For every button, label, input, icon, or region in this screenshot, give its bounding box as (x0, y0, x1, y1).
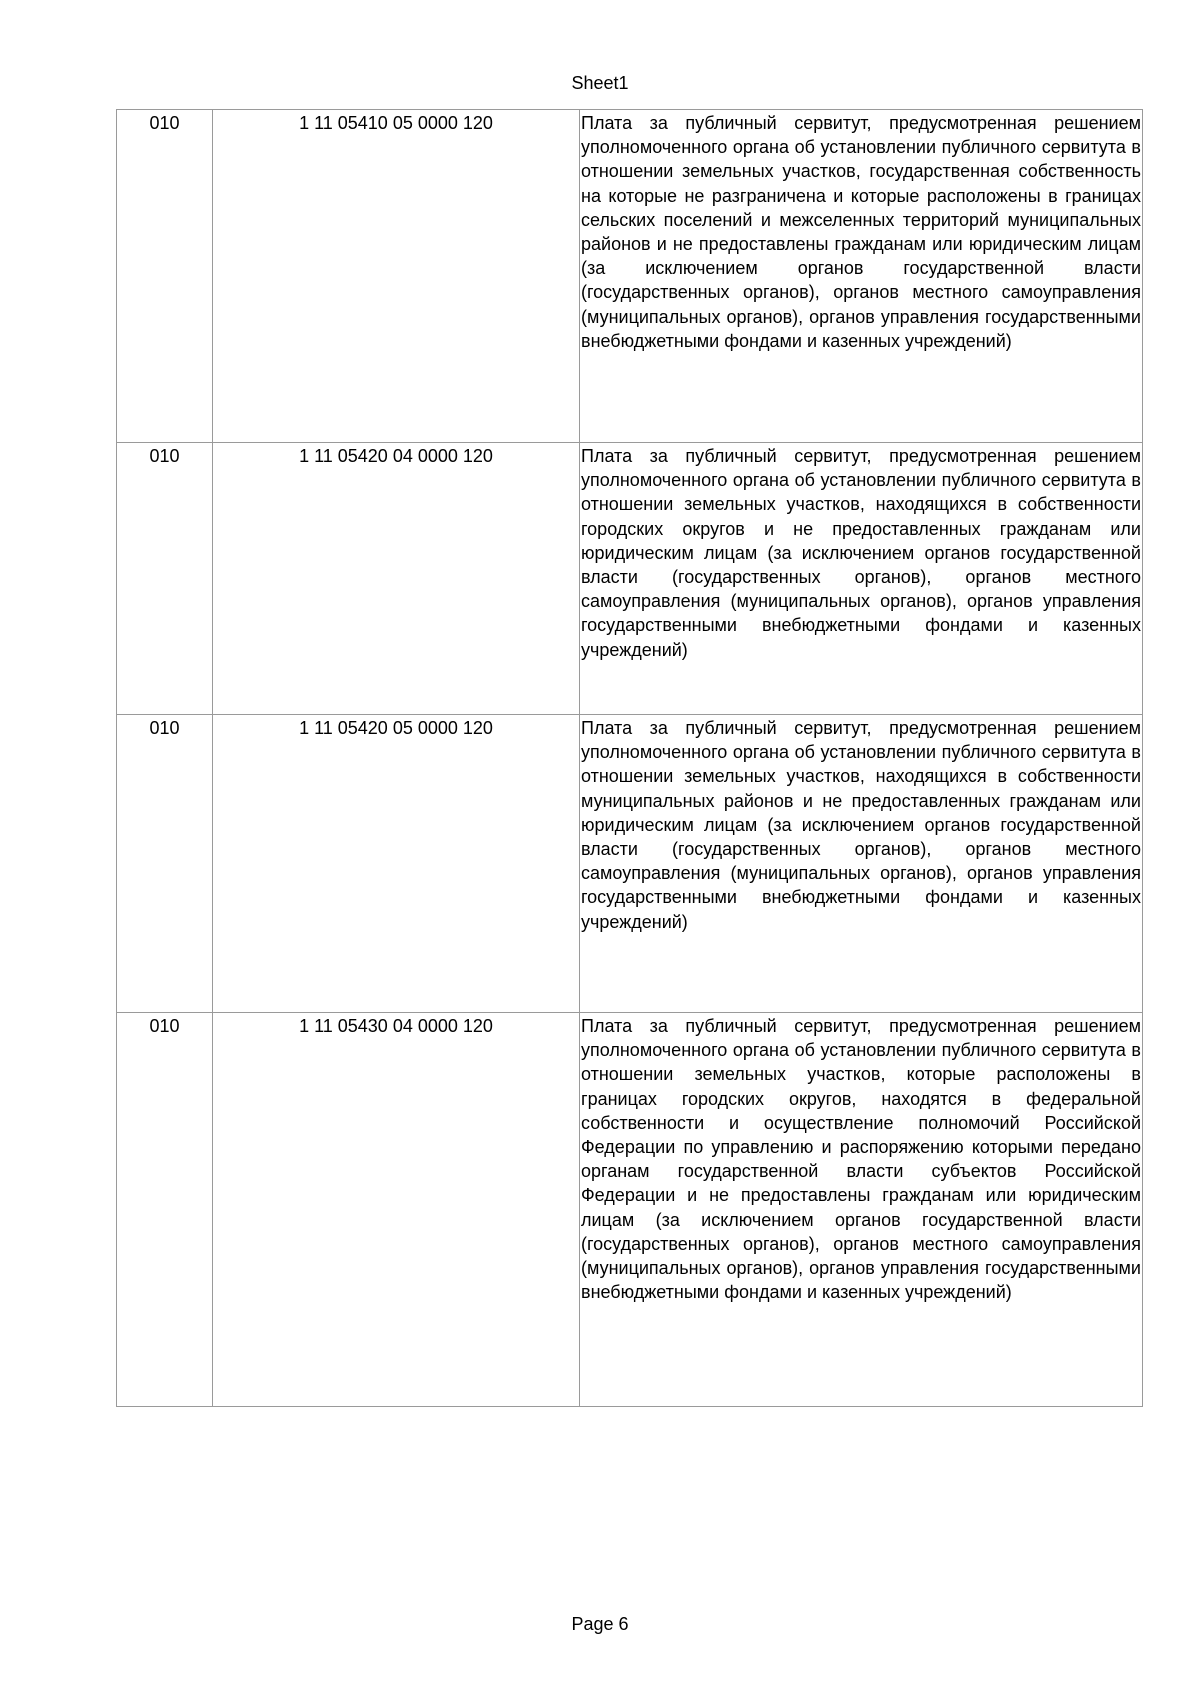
table-row (117, 715, 1143, 1013)
table-row (117, 1013, 1143, 1407)
description-text: Плата за публичный сервитут, предусмотренная решением уполномоченного органа об установлении публичного сервитута в отношении земельных участков, находящихся в собственности городских округов и не предоставленных гражданам или юридическим лицам (за исключением органов государственной власти (государственных органов), органов местного самоуправления (муниципальных органов), органов управления государственными внебюджетными фондами и казенных учреждений) (581, 446, 1141, 660)
description-cell (580, 110, 1143, 443)
kbk-code-cell: 1 11 05430 04 0000 120 (213, 1013, 580, 1407)
admin-code-cell: 010 (117, 715, 213, 1013)
admin-code-cell: 010 (117, 443, 213, 715)
kbk-code-cell: 1 11 05420 05 0000 120 (213, 715, 580, 1013)
description-cell (580, 443, 1143, 715)
table-row (117, 110, 1143, 443)
kbk-code-cell: 1 11 05420 04 0000 120 (213, 443, 580, 715)
sheet-title: Sheet1 (571, 73, 629, 93)
budget-codes-table (116, 109, 1143, 1407)
description-text: Плата за публичный сервитут, предусмотренная решением уполномоченного органа об установлении публичного сервитута в отношении земельных участков, находящихся в собственности муниципальных районов и не предоставленных гражданам или юридическим лицам (за исключением органов государственной власти (государственных органов), органов местного самоуправления (муниципальных органов), органов управления государственными внебюджетными фондами и казенных учреждений) (581, 718, 1141, 932)
page-number: Page 6 (571, 1614, 629, 1634)
description-text: Плата за публичный сервитут, предусмотренная решением уполномоченного органа об установлении публичного сервитута в отношении земельных участков, которые расположены в границах городских округов, находятся в федеральной собственности и осуществление полномочий Российской Федерации по управлению и распоряжению которыми передано органам государственной власти субъектов Российской Федерации и не предоставлены гражданам или юридическим лицам (за исключением органов государственной власти (государственных органов), органов местного самоуправления (муниципальных органов), органов управления государственными внебюджетными фондами и казенных учреждений) (581, 1016, 1141, 1303)
admin-code-cell: 010 (117, 1013, 213, 1407)
admin-code-cell: 010 (117, 110, 213, 443)
description-cell (580, 715, 1143, 1013)
description-text: Плата за публичный сервитут, предусмотренная решением уполномоченного органа об установлении публичного сервитута в отношении земельных участков, государственная собственность на которые не разграничена и которые расположены в границах сельских поселений и межселенных территорий муниципальных районов и не предоставлены гражданам или юридическим лицам (за исключением органов государственной власти (государственных органов), органов местного самоуправления (муниципальных органов), органов управления государственными внебюджетными фондами и казенных учреждений) (581, 113, 1141, 351)
table-row (117, 443, 1143, 715)
description-cell (580, 1013, 1143, 1407)
kbk-code-cell: 1 11 05410 05 0000 120 (213, 110, 580, 443)
